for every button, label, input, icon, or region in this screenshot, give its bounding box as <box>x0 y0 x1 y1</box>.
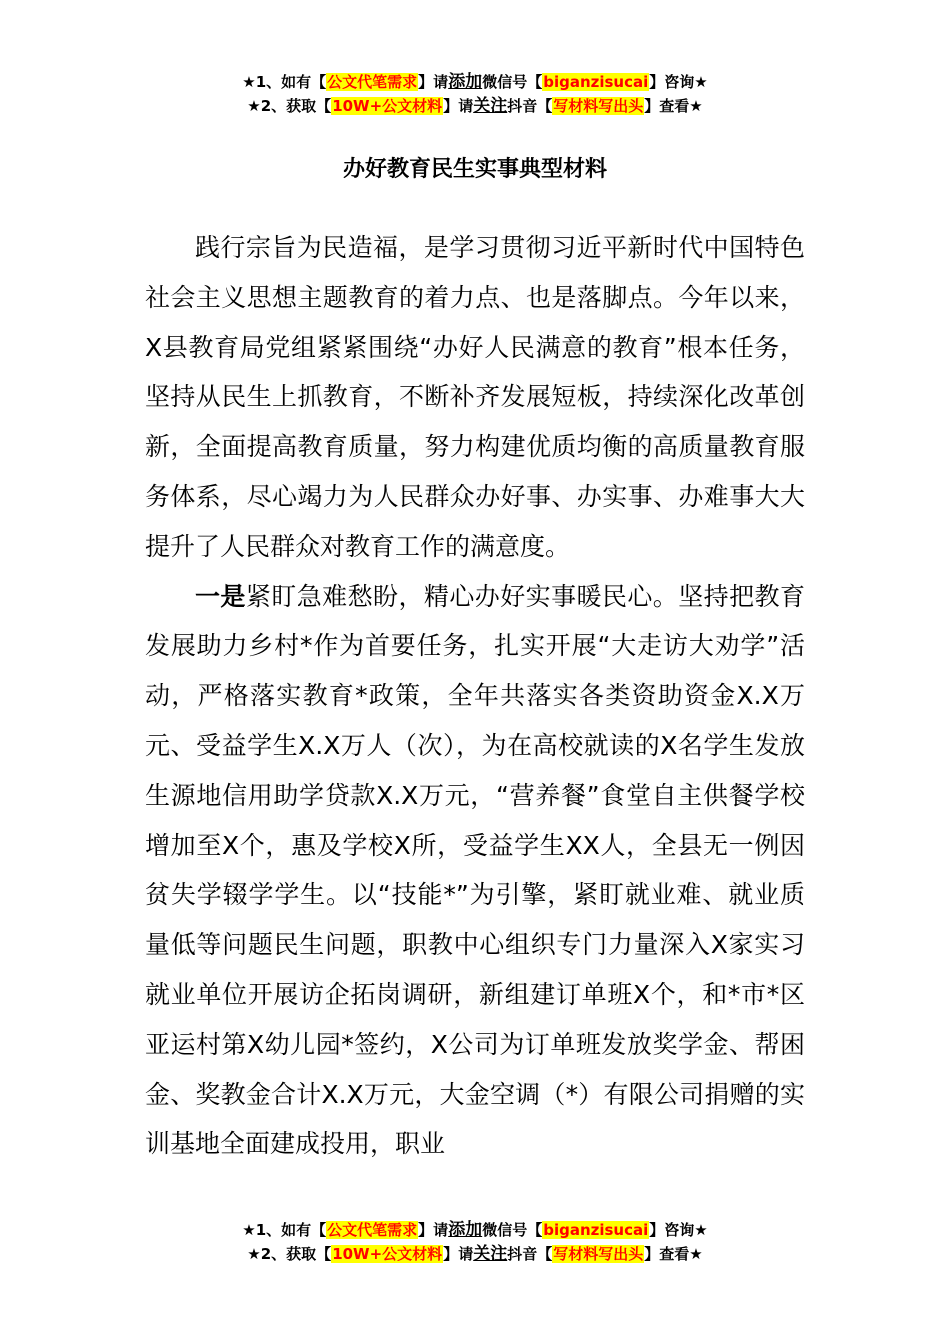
promo-text: 】咨询★ <box>649 73 708 91</box>
document-body <box>145 223 805 1169</box>
promo-line-2 <box>0 1242 950 1266</box>
promo-text: 抖音【 <box>507 97 553 115</box>
promo-emphasis: 添加 <box>448 72 483 92</box>
promo-emphasis: 添加 <box>448 1220 483 1240</box>
promo-text: ★2、获取【 <box>247 97 332 115</box>
promo-text: ★2、获取【 <box>247 1245 332 1263</box>
promo-text: 微信号【 <box>482 1221 543 1239</box>
promo-emphasis: 关注 <box>473 96 508 116</box>
promo-text: 】咨询★ <box>649 1221 708 1239</box>
promo-highlight: 10W+公文材料 <box>332 1245 443 1263</box>
promo-highlight-wechat-id: biganzisucai <box>543 1221 649 1239</box>
paragraph-first-point <box>145 572 805 1170</box>
document-title: 办好教育民生实事典型材料 <box>342 157 607 182</box>
promo-text: ★1、如有【 <box>242 1221 327 1239</box>
paragraph-text: 紧盯急难愁盼，精心办好实事暖民心。坚持把教育发展助力乡村*作为首要任务，扎实开展“大走访大劝学”活动，严格落实教育*政策，全年共落实各类资助资金X.X万元、受益学生X.X万人（次），为在高校就读的X名学生发放生源地信用助学贷款X.X万元，“营养餐”食堂自主供餐学校增加至X个，惠及学校X所，受益学生XX人，全县无一例因贫失学辍学学生。以“技能*”为引擎，紧盯就业难、就业质量低等问题民生问题，职教中心组织专门力量深入X家实习就业单位开展访企拓岗调研，新组建订单班X个，和*市*区亚运村第X幼儿园*签约，X公司为订单班发放奖学金、帮困金、奖教金合计X.X万元，大金空调（*）有限公司捐赠的实训基地全面建成投用，职业 <box>145 581 805 1159</box>
promo-emphasis: 关注 <box>473 1244 508 1264</box>
promo-text: 抖音【 <box>507 1245 553 1263</box>
promo-highlight-douyin-id: 写材料写出头 <box>553 1245 644 1263</box>
paragraph-lead: 一是 <box>195 581 246 611</box>
promo-line-2 <box>0 94 950 118</box>
promo-highlight: 10W+公文材料 <box>332 97 443 115</box>
promo-text: ★1、如有【 <box>242 73 327 91</box>
promo-highlight: 公文代笔需求 <box>327 1221 418 1239</box>
footer-promo-banner <box>0 1218 950 1266</box>
promo-text: 】请 <box>418 1221 449 1239</box>
promo-line-1 <box>0 1218 950 1242</box>
header-promo-banner <box>0 70 950 118</box>
promo-highlight: 公文代笔需求 <box>327 73 418 91</box>
paragraph-intro: 践行宗旨为民造福，是学习贯彻习近平新时代中国特色社会主义思想主题教育的着力点、也是落脚点。今年以来，X县教育局党组紧紧围绕“办好人民满意的教育”根本任务，坚持从民生上抓教育，不断补齐发展短板，持续深化改革创新，全面提高教育质量，努力构建优质均衡的高质量教育服务体系，尽心竭力为人民群众办好事、办实事、办难事大大提升了人民群众对教育工作的满意度。 <box>145 233 805 561</box>
promo-highlight-douyin-id: 写材料写出头 <box>553 97 644 115</box>
promo-text: 】请 <box>418 73 449 91</box>
promo-text: 】查看★ <box>644 97 703 115</box>
promo-text: 】请 <box>443 97 474 115</box>
promo-text: 】查看★ <box>644 1245 703 1263</box>
promo-highlight-wechat-id: biganzisucai <box>543 73 649 91</box>
promo-text: 】请 <box>443 1245 474 1263</box>
promo-text: 微信号【 <box>482 73 543 91</box>
promo-line-1 <box>0 70 950 94</box>
